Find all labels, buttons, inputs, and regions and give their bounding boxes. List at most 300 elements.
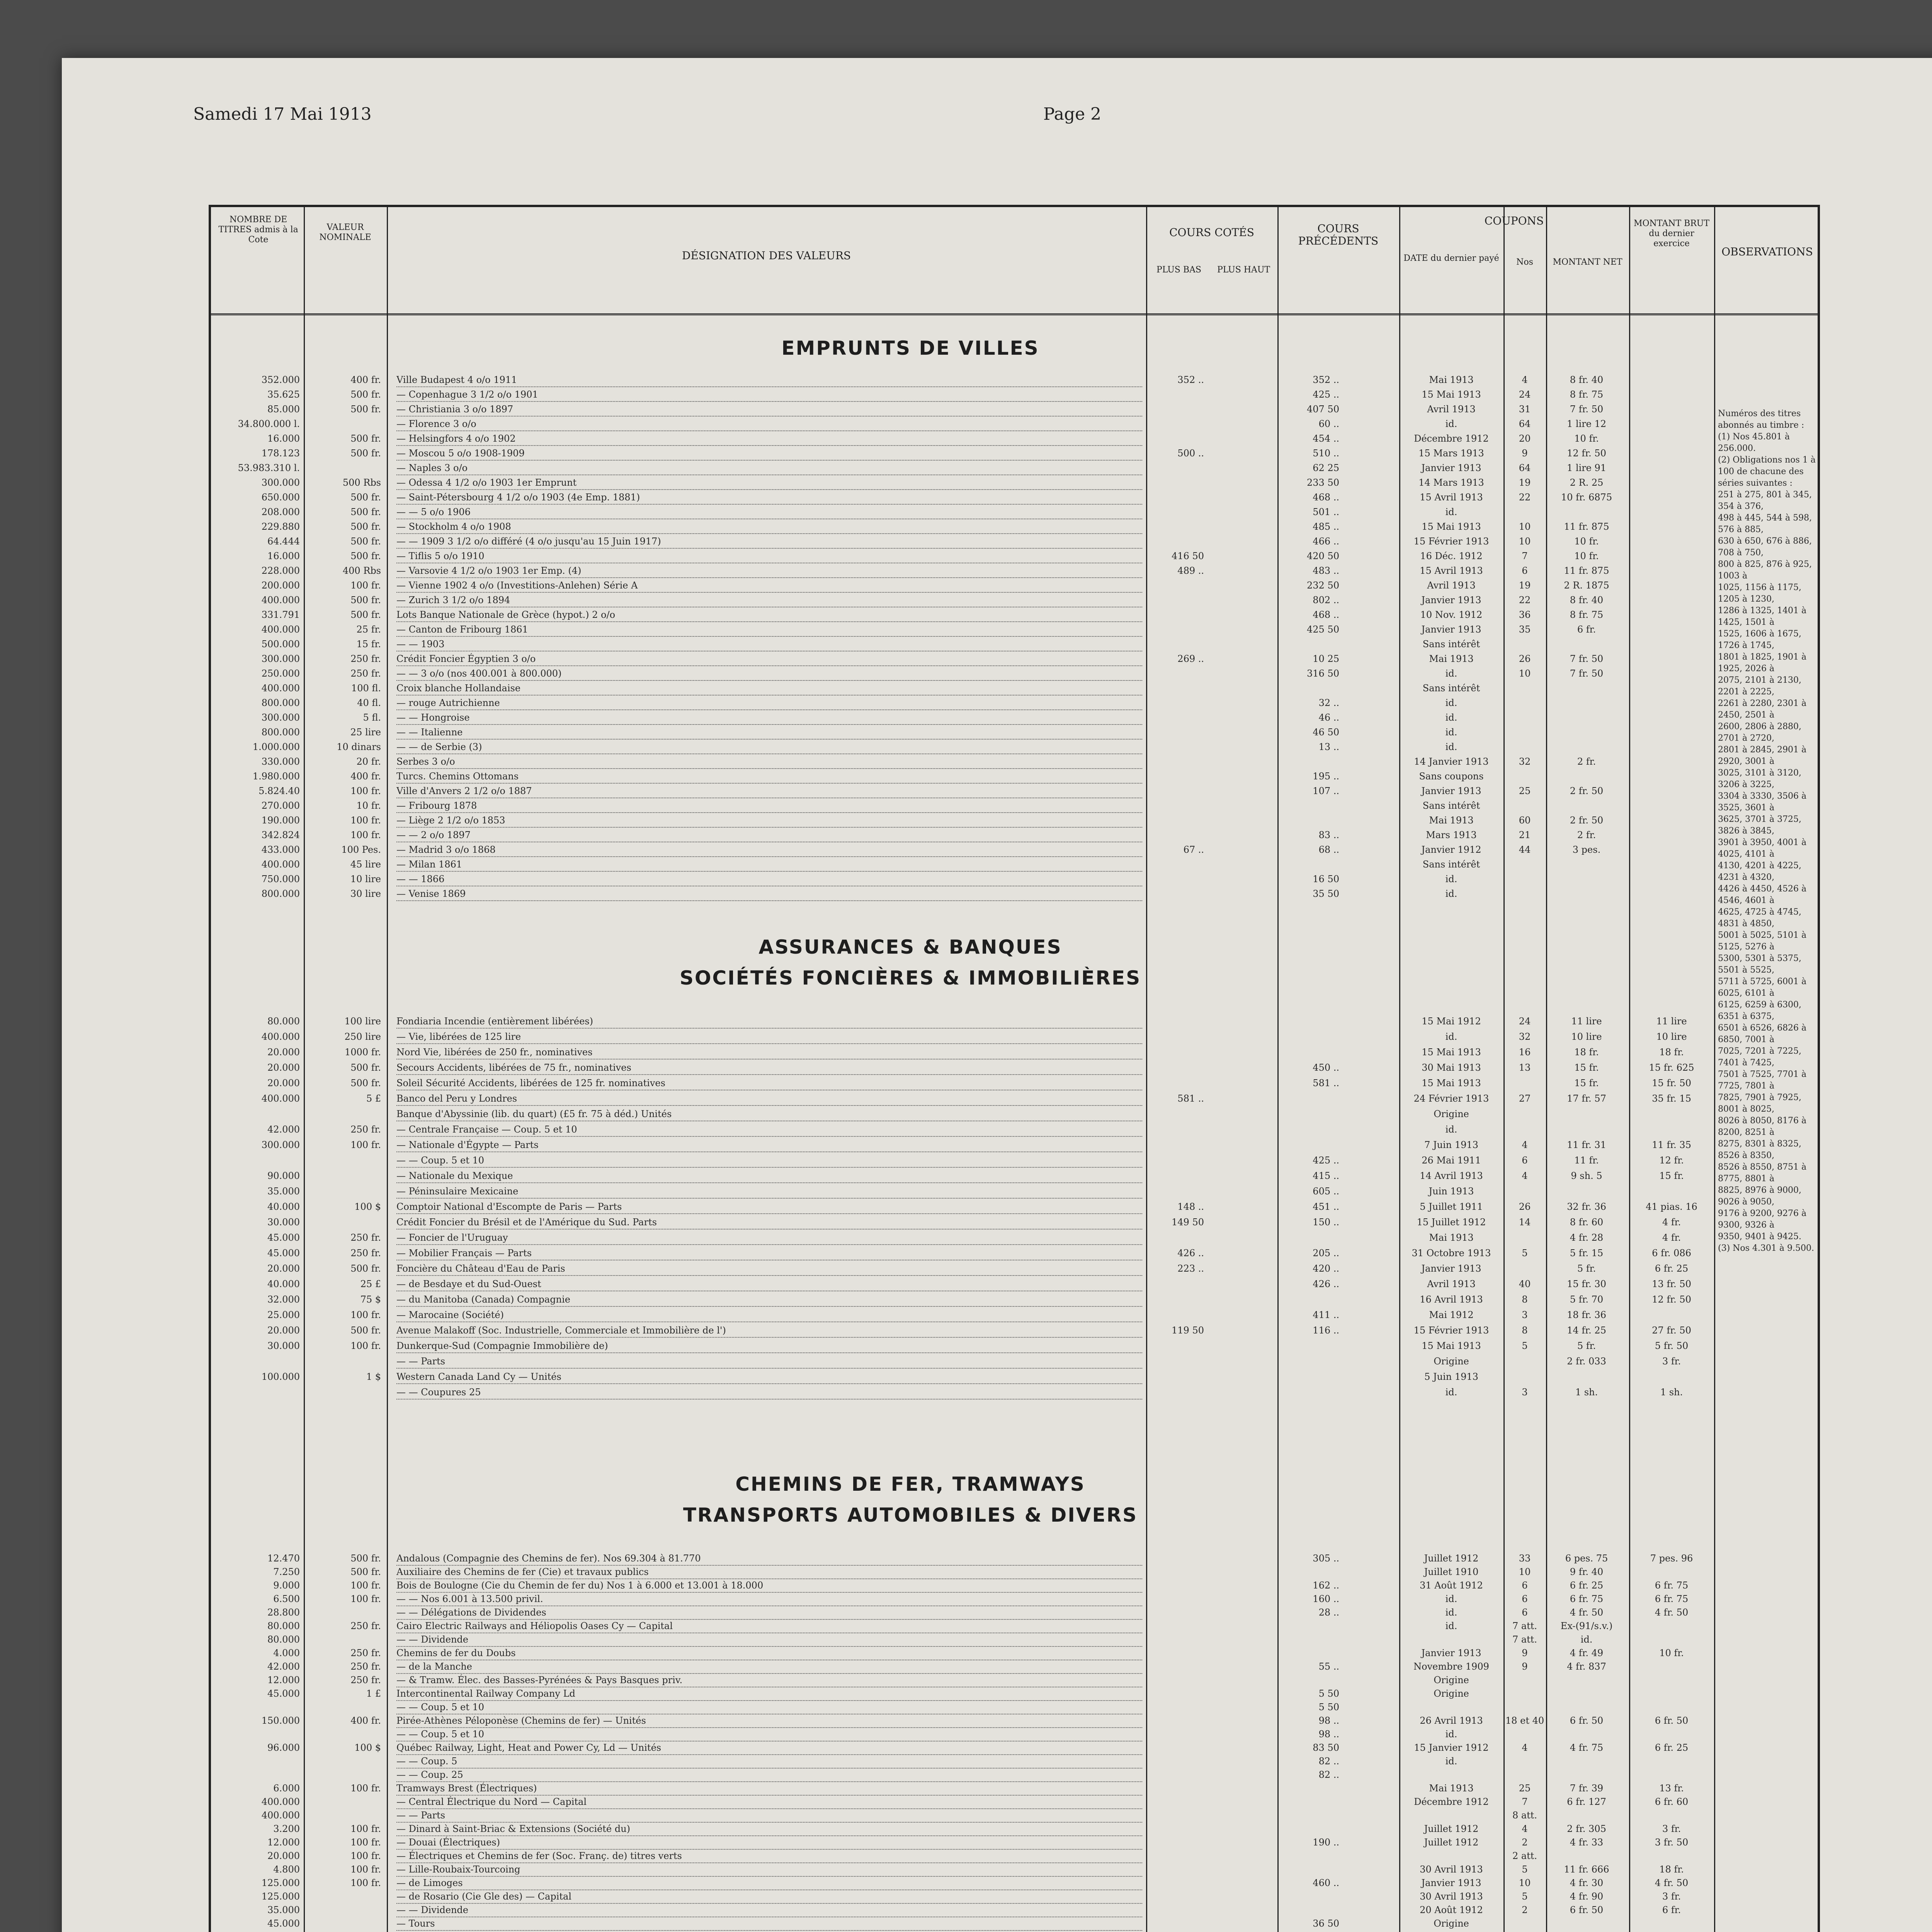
coupon-numero: 4 (1522, 374, 1528, 385)
montant-net: 10 fr. 6875 (1561, 492, 1612, 503)
coupon-date: 5 Juillet 1911 (1420, 1201, 1483, 1212)
coupon-numero: 24 (1519, 389, 1531, 400)
coupon-numero: 25 (1519, 786, 1531, 796)
designation: — — Dividende (396, 1903, 1142, 1917)
table-row (211, 828, 1818, 842)
coupon-numero: 3 (1522, 1387, 1528, 1398)
cours-precedent: 16 50 (1313, 874, 1339, 884)
titres-admis: 45.000 (267, 1248, 300, 1259)
cours-precedent: 232 50 (1307, 580, 1339, 591)
montant-brut: 15 fr. 625 (1649, 1062, 1694, 1073)
coupon-date: 15 Mai 1913 (1422, 1078, 1481, 1088)
page-number: Page 2 (1043, 104, 1102, 124)
titres-admis: 16.000 (267, 551, 300, 561)
cours-precedent: 425 50 (1307, 624, 1339, 635)
table-row (211, 1768, 1818, 1781)
montant-brut: 6 fr. 25 (1655, 1263, 1689, 1274)
coupon-date: Avril 1913 (1427, 1279, 1476, 1289)
titres-admis: 20.000 (267, 1078, 300, 1088)
titres-admis: 400.000 (261, 1796, 300, 1807)
valeur-nominale: 100 fr. (350, 815, 381, 826)
issue-date: Samedi 17 Mai 1913 (193, 104, 372, 124)
designation: — Helsingfors 4 o/o 1902 (396, 432, 1142, 446)
coupon-numero: 10 (1519, 1566, 1531, 1577)
designation: Soleil Sécurité Accidents, libérées de 125 fr. nominatives (396, 1077, 1142, 1090)
cours-precedent: 466 .. (1313, 536, 1339, 547)
observation-line: 9176 à 9200, 9276 à 9300, 9326 à (1718, 1209, 1807, 1230)
titres-admis: 20.000 (267, 1850, 300, 1861)
coupon-numero: 10 (1519, 1878, 1531, 1888)
table-row (211, 770, 1818, 783)
coupon-numero (1505, 1930, 1544, 1932)
observation-line: 3901 à 3950, 4001 à 4025, 4101 à (1718, 838, 1807, 859)
designation: — — Coup. 5 (396, 1755, 1142, 1769)
table-row (211, 535, 1818, 548)
montant-brut: 35 fr. 15 (1652, 1093, 1691, 1104)
titres-admis: 500.000 (261, 639, 300, 650)
table-row (211, 1169, 1818, 1182)
table-row (211, 1355, 1818, 1368)
table-row (211, 1324, 1818, 1337)
montant-net: 11 fr. 666 (1564, 1864, 1609, 1875)
valeur-nominale: 5 £ (366, 1093, 381, 1104)
coupon-numero: 9 (1522, 448, 1528, 459)
designation: — — Coup. 5 et 10 (396, 1154, 1142, 1168)
montant-brut: 3 fr. (1662, 1356, 1681, 1367)
valeur-nominale: 100 fr. (350, 1310, 381, 1320)
coupon-date: id. (1445, 742, 1458, 752)
observation-line: 3025, 3101 à 3120, 3206 à 3225, (1718, 768, 1802, 789)
observation-line: 7501 à 7525, 7701 à 7725, 7801 à (1718, 1070, 1807, 1091)
designation: Avenue Malakoff (Soc. Industrielle, Commerciale et Immobilière de l') (396, 1324, 1142, 1338)
montant-net: 2 fr. (1577, 756, 1596, 767)
montant-net: 15 fr. (1574, 1078, 1599, 1088)
coupon-date: Juillet 1910 (1424, 1566, 1479, 1577)
titres-admis: 45.000 (267, 1232, 300, 1243)
coupon-numero: 64 (1519, 418, 1531, 429)
cours-precedent: 205 .. (1313, 1248, 1339, 1259)
coupon-numero: 19 (1519, 477, 1531, 488)
designation: — Marocaine (Société) (396, 1308, 1142, 1322)
cours-precedent: 501 .. (1313, 507, 1339, 517)
designation: Fondiaria Incendie (entièrement libérées) (396, 1015, 1142, 1029)
table-row (211, 1077, 1818, 1090)
cours-precedent: 407 50 (1307, 404, 1339, 415)
table-row (211, 476, 1818, 489)
coupon-date: Mai 1913 (1429, 1232, 1474, 1243)
titres-admis: 12.000 (267, 1837, 300, 1848)
table-row (211, 432, 1818, 445)
designation: Foncière du Château d'Eau de Paris (396, 1262, 1142, 1276)
coupon-numero: 6 (1522, 1607, 1528, 1618)
titres-admis: 1.000.000 (252, 742, 300, 752)
table-row (211, 1660, 1818, 1673)
titres-admis: 42.000 (267, 1124, 300, 1135)
cours-precedent: 83 50 (1313, 1742, 1339, 1753)
table-row (211, 1903, 1818, 1917)
titres-admis: 20.000 (267, 1047, 300, 1058)
coupon-numero: 9 (1522, 1648, 1528, 1658)
titres-admis: 5.824.40 (259, 786, 300, 796)
coupon-date: 15 Janvier 1912 (1414, 1742, 1489, 1753)
table-row (211, 784, 1818, 798)
designation: Western Canada Land Cy — Unités (396, 1370, 1142, 1384)
coupon-numero: 9 (1522, 1661, 1528, 1672)
valeur-nominale: 100 fr. (350, 830, 381, 840)
table-row (211, 1216, 1818, 1229)
montant-net: 7 fr. 50 (1570, 404, 1604, 415)
designation: — Central Électrique du Nord — Capital (396, 1795, 1142, 1809)
montant-net: 8 fr. 75 (1570, 609, 1604, 620)
designation: — Péninsulaire Mexicaine (396, 1185, 1142, 1199)
coupon-date: id. (1445, 888, 1458, 899)
table-row (211, 461, 1818, 474)
valeur-nominale: 250 fr. (350, 1248, 381, 1259)
coupon-date: Janvier 1913 (1421, 1648, 1481, 1658)
coupon-date: id. (1445, 1124, 1458, 1135)
montant-brut: 18 fr. (1659, 1047, 1684, 1058)
coupon-date: 15 Mai 1913 (1422, 1047, 1481, 1058)
titres-admis: 331.791 (261, 609, 300, 620)
montant-brut: 7 pes. 96 (1650, 1553, 1693, 1564)
designation: — de Besdaye et du Sud-Ouest (396, 1277, 1142, 1291)
table-row (211, 1231, 1818, 1244)
designation: Crédit Foncier Égyptien 3 o/o (396, 652, 1142, 666)
table-row (211, 1619, 1818, 1633)
table-row (211, 1917, 1818, 1930)
designation: — — 1866 (396, 872, 1142, 886)
designation: — Vienne 1902 4 o/o (Investitions-Anlehen) Série A (396, 579, 1142, 593)
header-plus-haut: PLUS HAUT (1217, 265, 1270, 275)
coupon-date: id. (1445, 1621, 1458, 1631)
designation: — — Coup. 25 (396, 1768, 1142, 1782)
montant-brut: 4 fr. (1662, 1217, 1681, 1228)
montant-net: 6 fr. (1577, 624, 1596, 635)
valeur-nominale: 10 fr. (356, 800, 381, 811)
cours-precedent: 116 .. (1313, 1325, 1339, 1336)
montant-net: 8 fr. 60 (1570, 1217, 1604, 1228)
header-montant-brut: MONTANT BRUT du dernier exercice (1633, 219, 1710, 248)
coupon-date: 15 Mars 1913 (1418, 448, 1484, 459)
table-row (211, 373, 1818, 386)
observation-line: (2) Obligations nos 1 à 100 de chacune des séries suivantes : (1718, 455, 1816, 488)
designation: — — Italienne (396, 726, 1142, 740)
montant-net: 32 fr. 36 (1567, 1201, 1606, 1212)
coupon-date: 15 Mai 1912 (1422, 1016, 1481, 1027)
table-row (211, 1673, 1818, 1687)
header-designation: DÉSIGNATION DES VALEURS (682, 249, 851, 262)
montant-net: 10 lire (1571, 1031, 1602, 1042)
coupon-date: 5 Juin 1913 (1424, 1371, 1478, 1382)
cours-precedent: 483 .. (1313, 565, 1339, 576)
montant-net: 4 fr. 28 (1570, 1232, 1604, 1243)
cours-precedent: 13 .. (1318, 742, 1339, 752)
montant-net: 12 fr. 50 (1567, 448, 1606, 459)
designation: — — Coup. 5 et 10 (396, 1701, 1142, 1714)
header-valeur: VALEUR NOMINALE (319, 223, 371, 242)
montant-brut: 12 fr. 50 (1652, 1294, 1691, 1305)
cours-plus-bas: 149 50 (1172, 1217, 1204, 1228)
coupon-date: 14 Janvier 1913 (1414, 756, 1489, 767)
titres-admis: 20.000 (267, 1325, 300, 1336)
montant-net: 4 fr. 49 (1570, 1648, 1604, 1658)
table-row (211, 1565, 1818, 1578)
observation-line: 4426 à 4450, 4526 à 4546, 4601 à (1718, 884, 1807, 905)
observation-line: 2075, 2101 à 2130, 2201 à 2225, (1718, 675, 1802, 697)
designation: — — 5 o/o 1906 (396, 505, 1142, 519)
valeur-nominale: 10 dinars (337, 742, 381, 752)
cours-precedent: 82 .. (1318, 1756, 1339, 1767)
table-row (211, 1185, 1818, 1198)
cours-precedent: 98 .. (1318, 1729, 1339, 1740)
montant-net: 6 fr. 50 (1570, 1715, 1604, 1726)
montant-brut: 3 fr. (1662, 1823, 1681, 1834)
coupon-numero: 19 (1519, 580, 1531, 591)
montant-net: 2 fr. 50 (1570, 786, 1604, 796)
designation: — Dinard à Saint-Briac & Extensions (Société du) (396, 1822, 1142, 1836)
observation-line: 800 à 825, 876 à 925, 1003 à (1718, 560, 1812, 581)
observation-line: 5711 à 5725, 6001 à 6025, 6101 à (1718, 977, 1807, 998)
titres-admis: 6.500 (273, 1594, 300, 1604)
designation: — rouge Autrichienne (396, 696, 1142, 710)
montant-net: 6 fr. 127 (1567, 1796, 1606, 1807)
table-row (211, 1646, 1818, 1660)
table-row (211, 447, 1818, 460)
coupon-numero: 13 (1519, 1062, 1531, 1073)
cours-precedent: 316 50 (1307, 668, 1339, 679)
coupon-numero: 10 (1519, 536, 1531, 547)
table-row (211, 403, 1818, 416)
header-observations: OBSERVATIONS (1721, 245, 1813, 258)
titres-admis: 400.000 (261, 683, 300, 694)
observation-line: 2261 à 2280, 2301 à 2450, 2501 à (1718, 699, 1807, 720)
cours-precedent: 190 .. (1313, 1837, 1339, 1848)
table-row (211, 1728, 1818, 1741)
coupon-date: id. (1445, 1387, 1458, 1398)
valeur-nominale: 500 Rbs (342, 477, 381, 488)
designation: — — de Serbie (3) (396, 740, 1142, 754)
valeur-nominale: 100 fr. (350, 580, 381, 591)
coupon-numero: 14 (1519, 1217, 1531, 1228)
observation-line: 1286 à 1325, 1401 à 1425, 1501 à (1718, 606, 1807, 627)
titres-admis: 40.000 (267, 1279, 300, 1289)
designation: Cairo Electric Railways and Héliopolis Oases Cy — Capital (396, 1619, 1142, 1633)
designation: — Mobilier Français — Parts (396, 1247, 1142, 1260)
valeur-nominale: 100 fr. (350, 1850, 381, 1861)
coupon-date: Mai 1913 (1429, 1783, 1474, 1794)
table-row (211, 696, 1818, 709)
table-row (211, 652, 1818, 665)
designation: Chemins de fer du Doubs (396, 1646, 1142, 1660)
titres-admis: 30.000 (267, 1340, 300, 1351)
cours-plus-bas: 416 50 (1172, 551, 1204, 561)
table-row (211, 1370, 1818, 1383)
coupon-numero: 31 (1519, 404, 1531, 415)
coupon-date: 14 Mars 1913 (1418, 477, 1484, 488)
designation: Comptoir National d'Escompte de Paris — Parts (396, 1200, 1142, 1214)
coupon-date: 15 Mai 1913 (1422, 521, 1481, 532)
table-row (211, 799, 1818, 812)
cours-precedent: 5 50 (1318, 1688, 1339, 1699)
designation (396, 1930, 1142, 1932)
designation: Ville Budapest 4 o/o 1911 (396, 373, 1142, 387)
coupon-date: Avril 1913 (1427, 580, 1476, 591)
coupon-date: id. (1445, 668, 1458, 679)
quotation-table (209, 205, 1820, 1932)
titres-admis: 45.000 (267, 1688, 300, 1699)
montant-net: 4 fr. 33 (1570, 1837, 1604, 1848)
montant-net: 4 fr. 837 (1567, 1661, 1606, 1672)
montant-brut: 13 fr. (1659, 1783, 1684, 1794)
valeur-nominale: 500 fr. (350, 492, 381, 503)
cours-precedent: 468 .. (1313, 492, 1339, 503)
designation: Dunkerque-Sud (Compagnie Immobilière de) (396, 1339, 1142, 1353)
cours-precedent: 83 .. (1318, 830, 1339, 840)
montant-brut: 27 fr. 50 (1652, 1325, 1691, 1336)
coupon-date: id. (1445, 507, 1458, 517)
designation: Lots Banque Nationale de Grèce (hypot.) 2 o/o (396, 608, 1142, 622)
valeur-nominale: 30 lire (350, 888, 381, 899)
designation: — — Hongroise (396, 711, 1142, 725)
observation-line: 1801 à 1825, 1901 à 1925, 2026 à (1718, 652, 1807, 673)
montant-brut: 11 lire (1656, 1016, 1687, 1027)
coupon-date: 15 Février 1913 (1413, 536, 1489, 547)
table-row (211, 1030, 1818, 1043)
montant-brut: 4 fr. 50 (1655, 1878, 1689, 1888)
montant-net: 18 fr. 36 (1567, 1310, 1606, 1320)
montant-net: 6 fr. 25 (1570, 1580, 1604, 1591)
designation: Québec Railway, Light, Heat and Power Cy, Ld — Unités (396, 1741, 1142, 1755)
montant-brut: 6 fr. (1662, 1905, 1681, 1915)
valeur-nominale: 100 fr. (350, 1139, 381, 1150)
montant-brut: 6 fr. 75 (1655, 1594, 1689, 1604)
montant-net: 2 fr. 033 (1567, 1356, 1606, 1367)
cours-precedent: 451 .. (1313, 1201, 1339, 1212)
cours-precedent: 454 .. (1313, 433, 1339, 444)
titres-admis: 34.800.000 l. (238, 418, 300, 429)
table-row (211, 623, 1818, 636)
titres-admis: 12.000 (267, 1675, 300, 1685)
designation: — — Coup. 5 et 10 (396, 1728, 1142, 1742)
coupon-date: Janvier 1913 (1421, 1263, 1481, 1274)
montant-net: 11 fr. 875 (1564, 521, 1609, 532)
montant-net: 2 fr. (1577, 830, 1596, 840)
valeur-nominale: 100 fr. (350, 1823, 381, 1834)
coupon-date: Origine (1434, 1918, 1469, 1929)
titres-admis: 64.444 (267, 536, 300, 547)
coupon-date: Mai 1913 (1429, 653, 1474, 664)
montant-net: 11 lire (1571, 1016, 1602, 1027)
coupon-date: 30 Avril 1913 (1420, 1891, 1483, 1902)
montant-brut: 10 lire (1656, 1031, 1687, 1042)
table-row (211, 726, 1818, 739)
designation: Nord Vie, libérées de 250 fr., nominatives (396, 1046, 1142, 1060)
montant-brut: 18 fr. (1659, 1864, 1684, 1875)
coupon-numero: 22 (1519, 595, 1531, 605)
titres-admis: 7.250 (273, 1566, 300, 1577)
designation: — & Tramw. Élec. des Basses-Pyrénées & Pays Basques priv. (396, 1673, 1142, 1687)
coupon-numero: 20 (1519, 433, 1531, 444)
header-numero: Nos (1516, 257, 1533, 267)
coupon-numero: 44 (1519, 844, 1531, 855)
table-row (211, 1687, 1818, 1700)
montant-net: 10 fr. (1574, 551, 1599, 561)
designation: — — 2 o/o 1897 (396, 828, 1142, 842)
montant-brut (1633, 1930, 1710, 1932)
table-row (211, 1579, 1818, 1592)
section-title-foncieres: SOCIÉTÉS FONCIÈRES & IMMOBILIÈRES (679, 967, 1141, 989)
valeur-nominale: 100 fr. (350, 1594, 381, 1604)
designation: — Foncier de l'Uruguay (396, 1231, 1142, 1245)
designation: — Christiania 3 o/o 1897 (396, 403, 1142, 417)
table-row (211, 667, 1818, 680)
titres-admis: 400.000 (261, 859, 300, 870)
table-row (211, 872, 1818, 886)
cours-plus-bas: 489 .. (1177, 565, 1204, 576)
table-row (211, 1795, 1818, 1808)
titres-admis: 85.000 (267, 404, 300, 415)
observation-line: 8825, 8976 à 9000, 9026 à 9050, (1718, 1185, 1802, 1207)
designation: — de Limoges (396, 1876, 1142, 1890)
coupon-date: Mars 1913 (1426, 830, 1477, 840)
table-row (211, 1714, 1818, 1727)
montant-net: 17 fr. 57 (1567, 1093, 1606, 1104)
designation: — Varsovie 4 1/2 o/o 1903 1er Emp. (4) (396, 564, 1142, 578)
montant-brut: 6 fr. 086 (1652, 1248, 1691, 1259)
table-row (211, 858, 1818, 871)
coupon-numero: 8 (1522, 1325, 1528, 1336)
table-row (211, 740, 1818, 753)
observation-line: 8275, 8301 à 8325, 8526 à 8350, (1718, 1139, 1802, 1160)
titres-admis: 229.880 (261, 521, 300, 532)
cours-plus-bas: 426 .. (1177, 1248, 1204, 1259)
valeur-nominale: 10 lire (350, 874, 381, 884)
coupon-date: id. (1445, 1729, 1458, 1740)
designation: Intercontinental Railway Company Ld (396, 1687, 1142, 1701)
cours-precedent: 450 .. (1313, 1062, 1339, 1073)
table-row (211, 608, 1818, 621)
montant-net: 7 fr. 50 (1570, 668, 1604, 679)
table-row (211, 887, 1818, 900)
montant-net: 10 fr. (1574, 433, 1599, 444)
designation: — Vie, libérées de 125 lire (396, 1030, 1142, 1044)
valeur-nominale: 500 fr. (350, 507, 381, 517)
coupon-numero: 35 (1519, 624, 1531, 635)
montant-net: 10 fr. (1574, 536, 1599, 547)
header-coupons: COUPONS (1484, 214, 1544, 227)
coupon-numero: 5 (1522, 1891, 1528, 1902)
titres-admis: 400.000 (261, 595, 300, 605)
montant-brut: 6 fr. 60 (1655, 1796, 1689, 1807)
montant-net: 7 fr. 50 (1570, 653, 1604, 664)
observation-line: 7825, 7901 à 7925, 8001 à 8025, (1718, 1093, 1802, 1114)
cours-precedent: 468 .. (1313, 609, 1339, 620)
titres-admis: 1.980.000 (252, 771, 300, 782)
table-row (211, 594, 1818, 607)
valeur-nominale: 250 fr. (350, 1648, 381, 1658)
coupon-date: Novembre 1909 (1413, 1661, 1489, 1672)
titres-admis: 342.824 (261, 830, 300, 840)
designation: Ville d'Anvers 2 1/2 o/o 1887 (396, 784, 1142, 798)
designation: — — Parts (396, 1809, 1142, 1823)
cours-precedent: 305 .. (1313, 1553, 1339, 1564)
coupon-date: 24 Février 1913 (1413, 1093, 1489, 1104)
valeur-nominale: 400 fr. (350, 771, 381, 782)
designation: — Canton de Fribourg 1861 (396, 623, 1142, 637)
cours-precedent: 420 .. (1313, 1263, 1339, 1274)
cours-precedent: 420 50 (1307, 551, 1339, 561)
table-row (211, 1123, 1818, 1136)
